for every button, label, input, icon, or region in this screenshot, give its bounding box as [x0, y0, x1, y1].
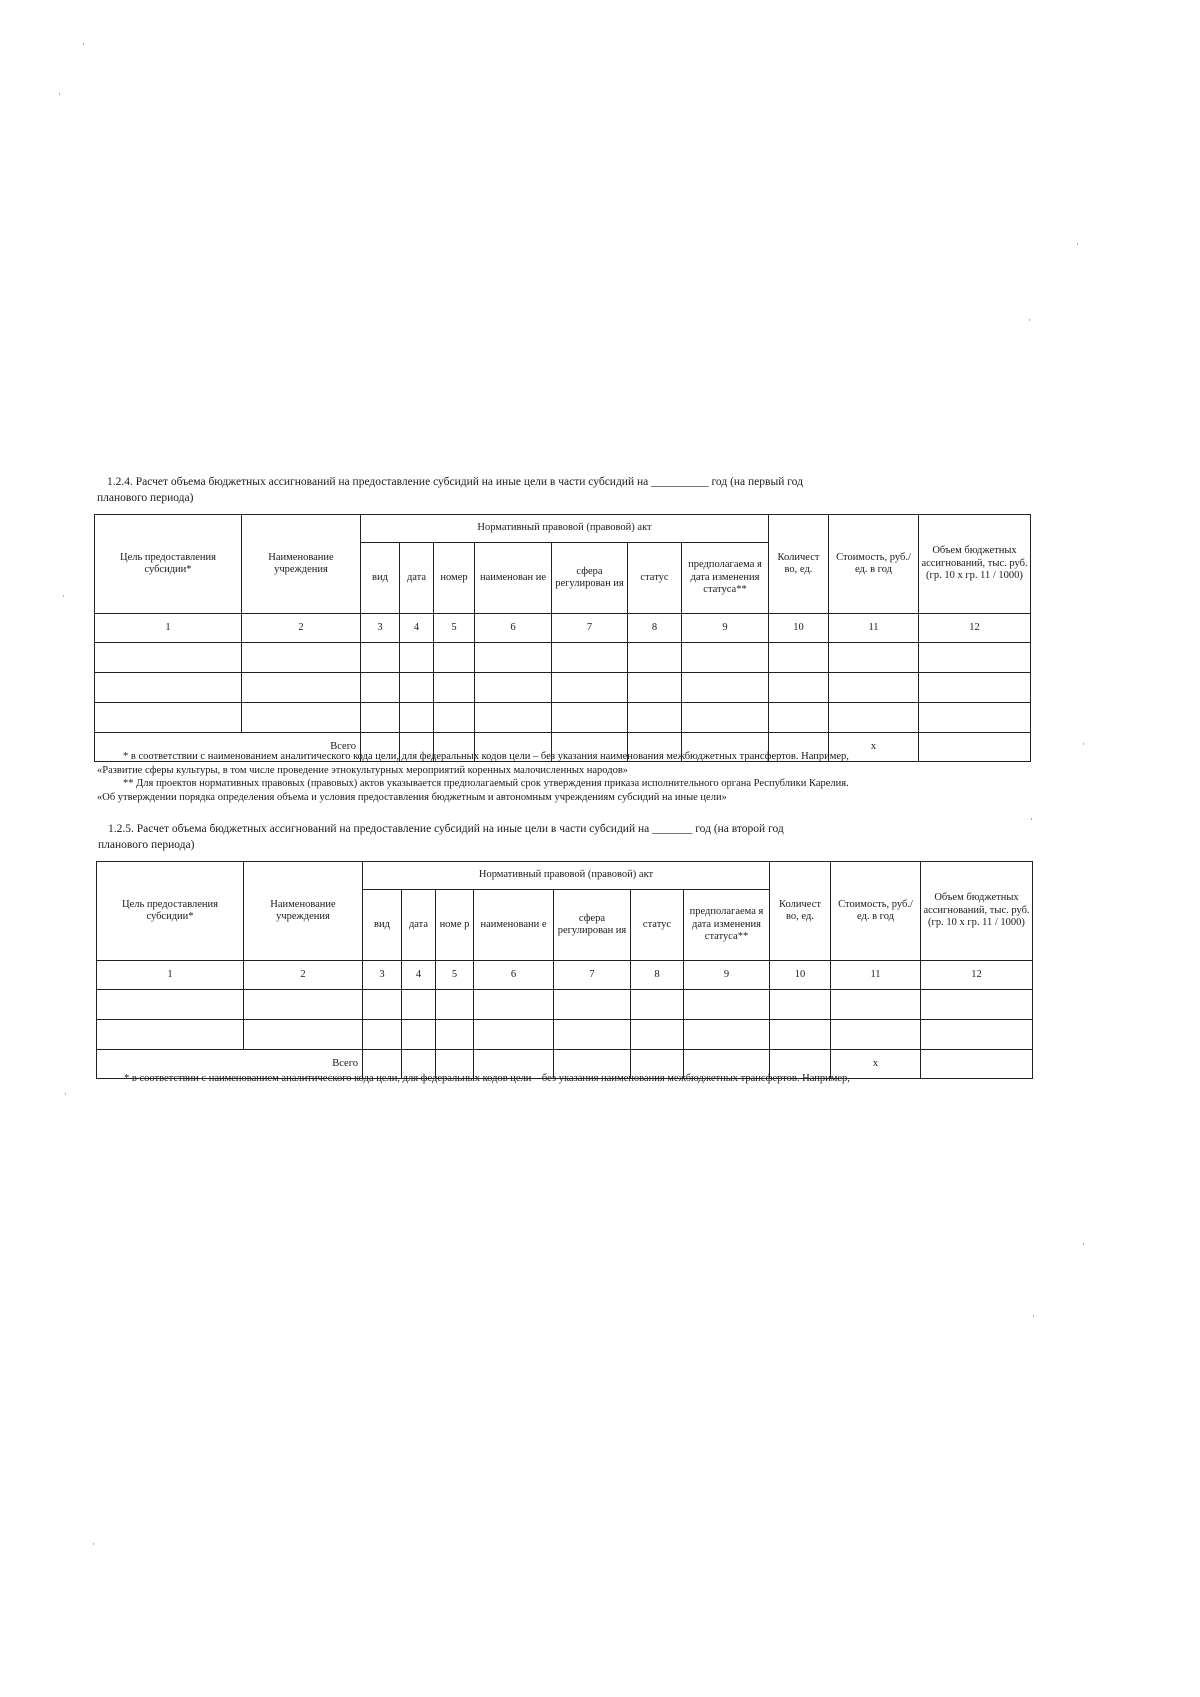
table-cell — [95, 643, 242, 673]
table-cell — [95, 703, 242, 733]
footnote-double-star-line: ** Для проектов нормативных правовых (правовых) актов указывается предполагаемый срок утверждения приказа исполнительного органа Республики Карелия. — [123, 778, 849, 789]
table-cell — [682, 703, 769, 733]
header-kind: вид — [361, 543, 400, 614]
table-cell — [829, 643, 919, 673]
col-number: 3 — [363, 961, 402, 990]
table-cell — [242, 703, 361, 733]
table-cell — [402, 1020, 436, 1050]
col-number: 2 — [244, 961, 363, 990]
header-expected-date: предполагаема я дата изменения статуса** — [682, 543, 769, 614]
section-title-line2: планового периода) — [98, 839, 195, 851]
table-cell — [242, 643, 361, 673]
col-number: 3 — [361, 614, 400, 643]
header-name: наименовани е — [474, 890, 554, 961]
col-number: 10 — [770, 961, 831, 990]
table-cell — [242, 673, 361, 703]
header-number: номер — [434, 543, 475, 614]
scan-speck: · — [82, 39, 85, 49]
section-1-2-5-title — [98, 821, 784, 853]
footnote-example-line: «Развитие сферы культуры, в том числе проведение этнокультурных мероприятий коренных малочисленных народов» — [97, 764, 629, 776]
col-number: 9 — [684, 961, 770, 990]
section-title-line2: планового периода) — [97, 492, 194, 504]
table-cell — [475, 703, 552, 733]
table-row — [97, 1020, 1033, 1050]
col-number: 5 — [434, 614, 475, 643]
scan-speck: · — [1032, 1311, 1035, 1321]
table-cell — [554, 990, 631, 1020]
table-cell — [552, 673, 628, 703]
table-cell — [95, 673, 242, 703]
scan-speck: · — [1028, 315, 1031, 325]
col-number: 7 — [554, 961, 631, 990]
col-number: 2 — [242, 614, 361, 643]
table-cell — [769, 673, 829, 703]
col-number: 5 — [436, 961, 474, 990]
table-cell — [363, 1020, 402, 1050]
col-number: 9 — [682, 614, 769, 643]
header-date: дата — [402, 890, 436, 961]
col-number: 11 — [831, 961, 921, 990]
header-date: дата — [400, 543, 434, 614]
table-cell — [921, 1050, 1033, 1079]
header-expected-date: предполагаема я дата изменения статуса** — [684, 890, 770, 961]
header-institution: Наименование учреждения — [242, 515, 361, 614]
footnotes-1 — [97, 750, 849, 804]
table-cell — [436, 990, 474, 1020]
header-sphere: сфера регулирован ия — [554, 890, 631, 961]
table-cell — [769, 643, 829, 673]
section-1-2-4-title — [97, 474, 803, 506]
table-cell — [474, 1020, 554, 1050]
table-cell — [434, 703, 475, 733]
table-cell — [474, 990, 554, 1020]
table-row — [95, 703, 1031, 733]
col-number: 6 — [475, 614, 552, 643]
section-title-line1: 1.2.4. Расчет объема бюджетных ассигнований на предоставление субсидий на иные цели в части субсидий на __________ год (на первый год — [107, 476, 803, 488]
table-cell — [770, 1020, 831, 1050]
header-cost: Стоимость, руб./ед. в год — [829, 515, 919, 614]
scan-speck: · — [62, 591, 65, 601]
table-cell — [919, 643, 1031, 673]
table-cell — [244, 990, 363, 1020]
table-cell — [361, 673, 400, 703]
column-numbers-row — [95, 614, 1031, 643]
table-cell — [628, 673, 682, 703]
table-cell — [554, 1020, 631, 1050]
col-number: 1 — [95, 614, 242, 643]
scan-speck: · — [58, 89, 61, 99]
table-cell — [475, 673, 552, 703]
col-number: 8 — [628, 614, 682, 643]
table-cell — [97, 1020, 244, 1050]
header-cost: Стоимость, руб./ед. в год — [831, 862, 921, 961]
total-cost-mark: х — [831, 1050, 921, 1079]
total-label: Всего — [95, 733, 361, 762]
table-cell — [769, 703, 829, 733]
header-volume: Объем бюджетных ассигнований, тыс. руб. (гр. 10 х гр. 11 / 1000) — [919, 515, 1031, 614]
header-quantity: Количест во, ед. — [770, 862, 831, 961]
table-cell — [682, 673, 769, 703]
table-cell — [552, 643, 628, 673]
header-kind: вид — [363, 890, 402, 961]
table-cell — [829, 673, 919, 703]
col-number: 4 — [400, 614, 434, 643]
table-cell — [363, 990, 402, 1020]
table-cell — [400, 643, 434, 673]
table-cell — [831, 1020, 921, 1050]
table-row — [97, 990, 1033, 1020]
header-legal-act: Нормативный правовой (правовой) акт — [361, 515, 769, 543]
table-cell — [402, 990, 436, 1020]
header-institution: Наименование учреждения — [244, 862, 363, 961]
table-cell — [684, 990, 770, 1020]
table-row — [95, 643, 1031, 673]
table-cell — [628, 703, 682, 733]
scan-speck: · — [92, 1539, 95, 1549]
table-cell — [475, 643, 552, 673]
scan-speck: · — [1082, 1239, 1085, 1249]
col-number: 10 — [769, 614, 829, 643]
scan-speck: · — [64, 1089, 67, 1099]
footnote-star-line: * в соответствии с наименованием аналитического кода цели, для федеральных кодов цели – без указания наименования межбюджетных трансфертов. Например, — [124, 1073, 850, 1084]
table-cell — [631, 1020, 684, 1050]
subsidy-table-second-year — [96, 861, 1033, 1079]
total-label: Всего — [97, 1050, 363, 1079]
col-number: 12 — [921, 961, 1033, 990]
table-cell — [831, 990, 921, 1020]
header-volume: Объем бюджетных ассигнований, тыс. руб. (гр. 10 х гр. 11 / 1000) — [921, 862, 1033, 961]
table-cell — [682, 643, 769, 673]
table-cell — [400, 703, 434, 733]
table-cell — [436, 1020, 474, 1050]
footnote-star-line: * в соответствии с наименованием аналитического кода цели, для федеральных кодов цели – без указания наименования межбюджетных трансфертов. Например, — [123, 751, 849, 762]
header-goal: Цель предоставления субсидии* — [95, 515, 242, 614]
header-sphere: сфера регулирован ия — [552, 543, 628, 614]
header-quantity: Количест во, ед. — [769, 515, 829, 614]
footnotes-2 — [98, 1072, 850, 1086]
col-number: 7 — [552, 614, 628, 643]
table-cell — [631, 990, 684, 1020]
header-status: статус — [631, 890, 684, 961]
table-cell — [628, 643, 682, 673]
table-row — [95, 673, 1031, 703]
table-cell — [552, 703, 628, 733]
table-cell — [921, 990, 1033, 1020]
col-number: 4 — [402, 961, 436, 990]
subsidy-table-first-year — [94, 514, 1031, 762]
header-goal: Цель предоставления субсидии* — [97, 862, 244, 961]
scan-speck: · — [1030, 814, 1033, 824]
header-number: номе р — [436, 890, 474, 961]
table-cell — [919, 733, 1031, 762]
table-cell — [919, 703, 1031, 733]
table-cell — [921, 1020, 1033, 1050]
col-number: 11 — [829, 614, 919, 643]
col-number: 6 — [474, 961, 554, 990]
header-status: статус — [628, 543, 682, 614]
table-cell — [97, 990, 244, 1020]
scan-speck: · — [1076, 239, 1079, 249]
table-cell — [684, 1020, 770, 1050]
col-number: 8 — [631, 961, 684, 990]
table-cell — [361, 643, 400, 673]
header-name: наименован ие — [475, 543, 552, 614]
col-number: 12 — [919, 614, 1031, 643]
table-cell — [434, 643, 475, 673]
table-cell — [400, 673, 434, 703]
total-cost-mark: х — [829, 733, 919, 762]
header-legal-act: Нормативный правовой (правовой) акт — [363, 862, 770, 890]
table-cell — [770, 990, 831, 1020]
table-cell — [434, 673, 475, 703]
table-cell — [244, 1020, 363, 1050]
footnote-order-line: «Об утверждении порядка определения объема и условия предоставления бюджетным и автономным учреждениям субсидий на иные цели» — [97, 791, 727, 803]
scan-speck: · — [1082, 739, 1085, 749]
table-cell — [829, 703, 919, 733]
section-title-line1: 1.2.5. Расчет объема бюджетных ассигнований на предоставление субсидий на иные цели в части субсидий на _______ год (на второй год — [108, 823, 784, 835]
column-numbers-row — [97, 961, 1033, 990]
col-number: 1 — [97, 961, 244, 990]
table-cell — [361, 703, 400, 733]
table-cell — [919, 673, 1031, 703]
